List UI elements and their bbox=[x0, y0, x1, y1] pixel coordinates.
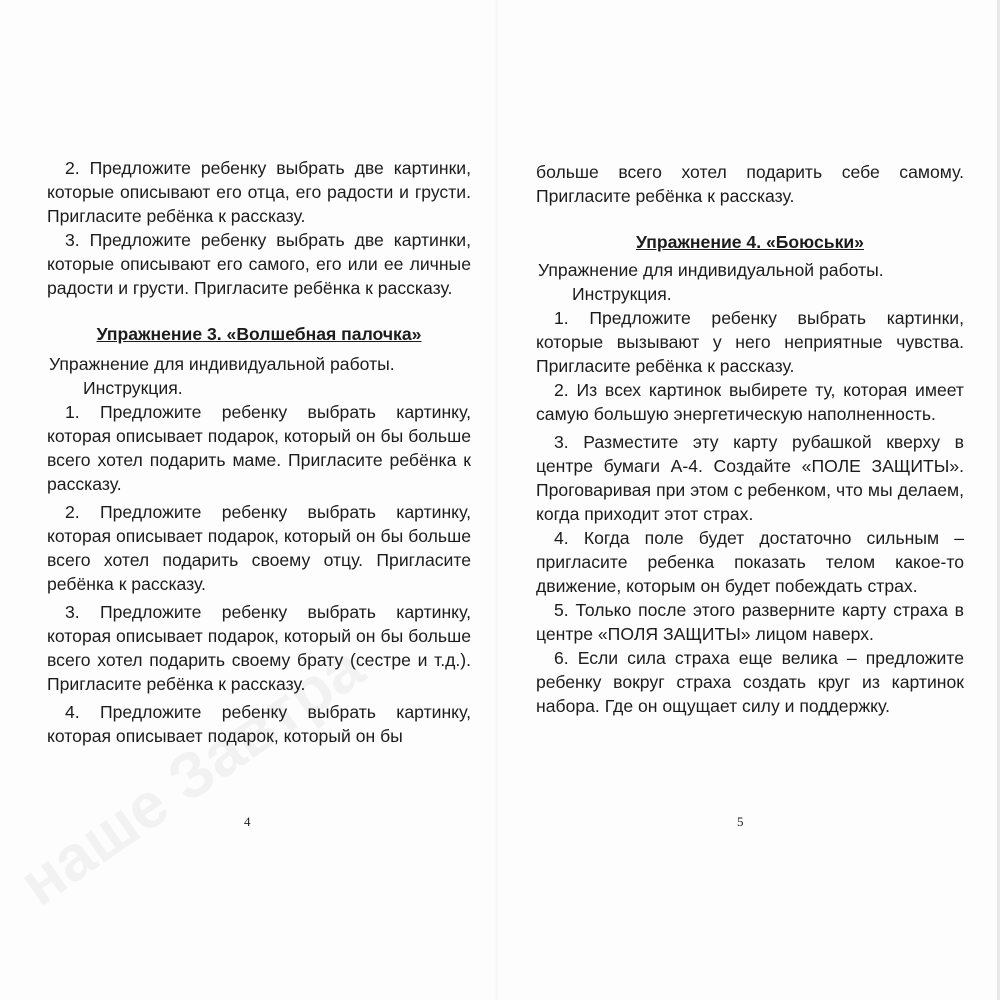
exercise-heading: Упражнение 3. «Волшебная палочка» bbox=[96, 324, 422, 344]
exercise-intro: Упражнение для индивидуальной работы. bbox=[538, 260, 884, 280]
paragraph: 4. Предложите ребенку выбрать картинку, которая описывает подарок, который он бы bbox=[47, 702, 471, 746]
exercise-heading: Упражнение 4. «Боюськи» bbox=[636, 232, 864, 252]
left-page bbox=[0, 0, 498, 1000]
right-page bbox=[498, 0, 1000, 1000]
page-number: 5 bbox=[737, 814, 744, 829]
paragraph-continuation: больше всего хотел подарить себе самому. Пригласите ребёнка к рассказу. bbox=[536, 162, 964, 206]
paragraph: 2. Предложите ребенку выбрать две картинки, которые описывают его отца, его радости и грусти. Пригласите ребёнка к рассказу. bbox=[47, 158, 471, 226]
left-page-text bbox=[47, 156, 471, 748]
right-page-text bbox=[536, 160, 964, 718]
page-number: 4 bbox=[244, 814, 251, 829]
paragraph: 2. Предложите ребенку выбрать картинку, которая описывает подарок, который он бы больше всего хотел подарить своему отцу. Пригласите ребёнка к рассказу. bbox=[47, 502, 471, 594]
paragraph: 2. Из всех картинок выбирете ту, которая имеет самую большую энергетическую наполненность. bbox=[536, 380, 964, 424]
paragraph: 3. Разместите эту карту рубашкой кверху в центре бумаги А-4. Создайте «ПОЛЕ ЗАЩИТЫ». Проговаривая при этом с ребенком, что мы делаем, когда приходит этот страх. bbox=[536, 432, 964, 524]
instruction-label: Инструкция. bbox=[83, 378, 183, 398]
exercise-intro: Упражнение для индивидуальной работы. bbox=[49, 354, 395, 374]
paragraph: 1. Предложите ребенку выбрать картинку, которая описывает подарок, который он бы больше всего хотел подарить маме. Пригласите ребёнка к рассказу. bbox=[47, 402, 471, 494]
paragraph: 1. Предложите ребенку выбрать картинки, которые вызывают у него неприятные чувства. Пригласите ребёнка к рассказу. bbox=[536, 308, 964, 376]
paragraph: 3. Предложите ребенку выбрать две картинки, которые описывают его самого, его или ее личные радости и грусти. Пригласите ребёнка к рассказу. bbox=[47, 230, 471, 298]
paragraph: 3. Предложите ребенку выбрать картинку, которая описывает подарок, который он бы больше всего хотел подарить своему брату (сестре и т.д.). Пригласите ребёнка к рассказу. bbox=[47, 602, 471, 694]
instruction-label: Инструкция. bbox=[572, 284, 672, 304]
paragraph: 5. Только после этого разверните карту страха в центре «ПОЛЯ ЗАЩИТЫ» лицом наверх. bbox=[536, 600, 964, 644]
paragraph: 4. Когда поле будет достаточно сильным – пригласите ребенка показать телом какое-то движение, которым он будет побеждать страх. bbox=[536, 528, 964, 596]
paragraph: 6. Если сила страха еще велика – предложите ребенку вокруг страха создать круг из картинок набора. Где он ощущает силу и поддержку. bbox=[536, 648, 964, 716]
